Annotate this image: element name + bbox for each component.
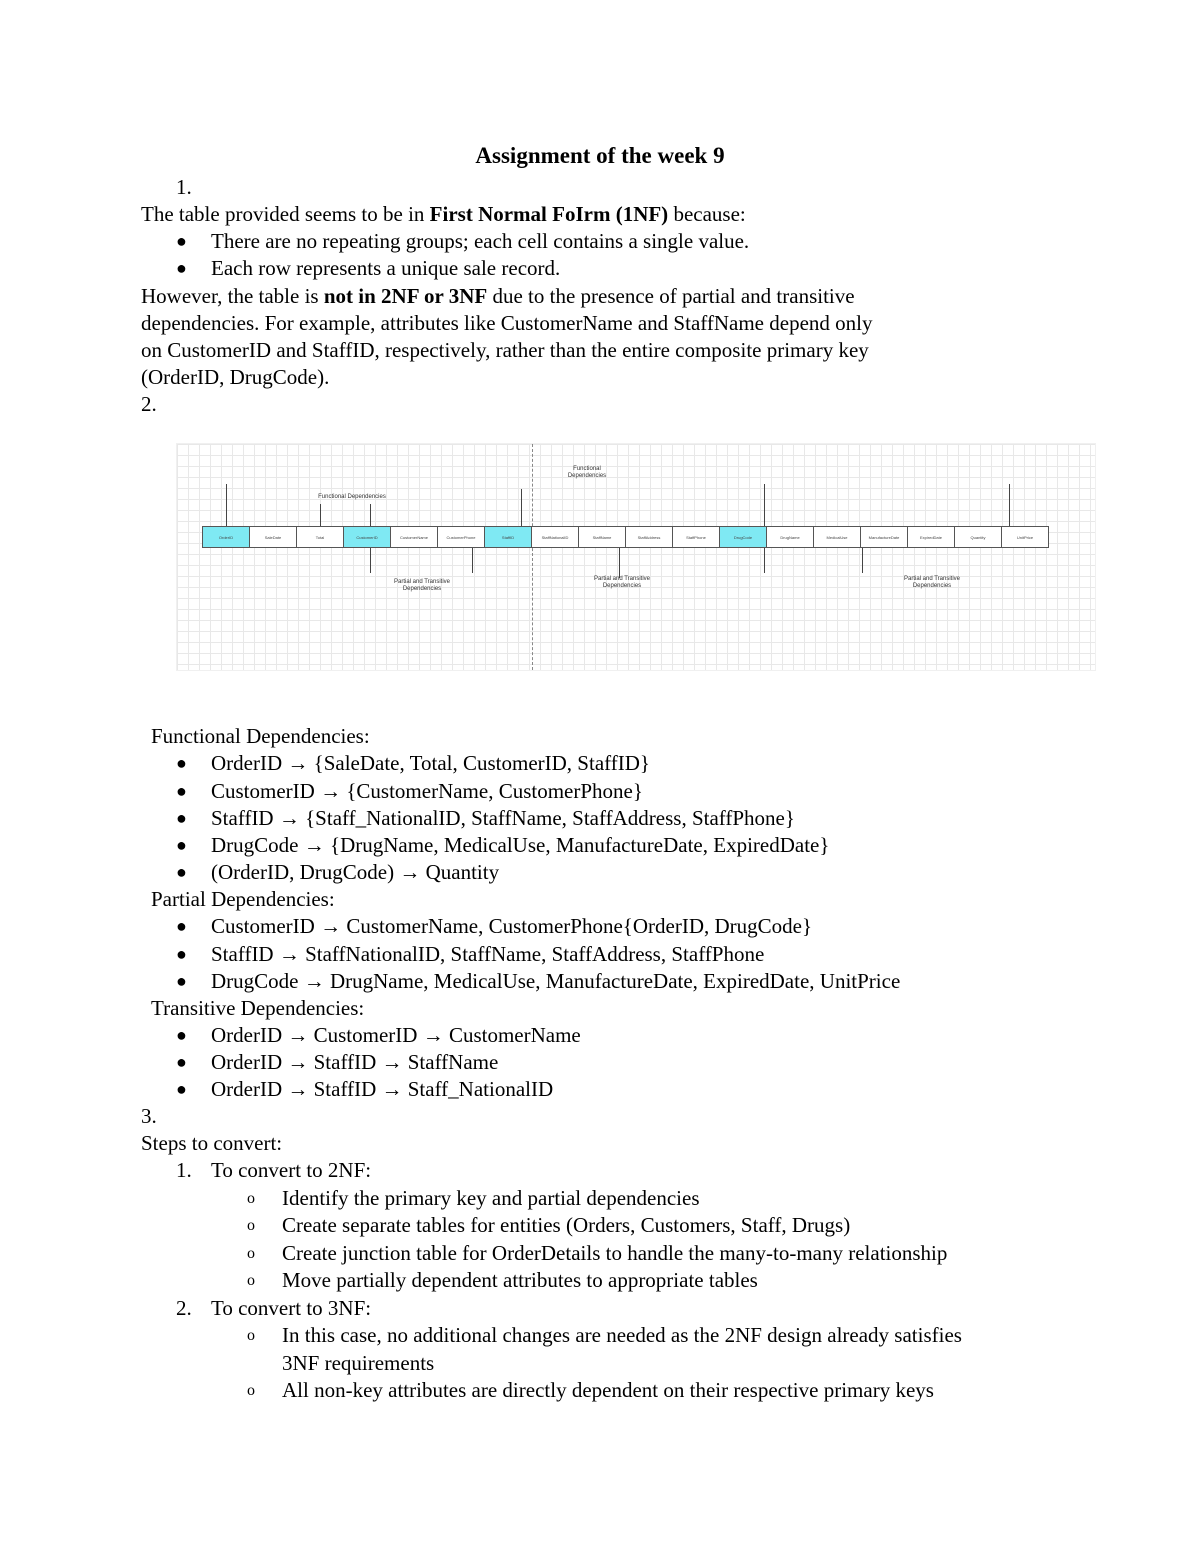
step1-number: 1. bbox=[176, 1158, 192, 1182]
partial-item-3: DrugCode → DrugName, MedicalUse, ManufactureDate, ExpiredDate, UnitPrice bbox=[211, 969, 901, 993]
q1-para-line-1: dependencies. For example, attributes like CustomerName and StaffName depend only bbox=[141, 311, 873, 335]
circle-bullet-icon: o bbox=[247, 1272, 255, 1289]
bullet-icon: ● bbox=[176, 1052, 187, 1072]
q1-para-line-3: (OrderID, DrugCode). bbox=[141, 365, 330, 389]
circle-bullet-icon: o bbox=[247, 1245, 255, 1262]
bullet-icon: ● bbox=[176, 971, 187, 991]
attr-drugname: DrugName bbox=[766, 526, 814, 548]
attr-staffaddress: StaffAddress bbox=[625, 526, 673, 548]
group-label-customer: Partial and Transitive Dependencies bbox=[393, 579, 451, 592]
bullet-icon: ● bbox=[176, 781, 187, 801]
dependency-line bbox=[764, 548, 765, 573]
q1-however bbox=[141, 283, 855, 310]
step2-item-1a: In this case, no additional changes are needed as the 2NF design already satisfies bbox=[282, 1323, 962, 1347]
attr-total: Total bbox=[296, 526, 344, 548]
q1-however-bold: not in 2NF or 3NF bbox=[323, 284, 488, 308]
dependency-line bbox=[472, 548, 473, 573]
circle-bullet-icon: o bbox=[247, 1190, 255, 1207]
transitive-item-3: OrderID → StaffID → Staff_NationalID bbox=[211, 1077, 554, 1101]
diagram-divider bbox=[532, 444, 533, 670]
dependency-diagram bbox=[176, 443, 1096, 671]
transitive-item-2: OrderID → StaffID → StaffName bbox=[211, 1050, 499, 1074]
bullet-icon: ● bbox=[176, 231, 187, 251]
dependency-line bbox=[320, 504, 321, 526]
functional-item-3: StaffID → {Staff_NationalID, StaffName, StaffAddress, StaffPhone} bbox=[211, 806, 795, 830]
step1-title: To convert to 2NF: bbox=[211, 1158, 372, 1182]
q1-intro bbox=[141, 201, 746, 228]
attr-staffname: StaffName bbox=[578, 526, 626, 548]
transitive-item-1: OrderID → CustomerID → CustomerName bbox=[211, 1023, 581, 1047]
q1-para-line-2: on CustomerID and StaffID, respectively, rather than the entire composite primary key bbox=[141, 338, 869, 362]
step2-item-1b: 3NF requirements bbox=[282, 1351, 435, 1375]
step1-item-4: Move partially dependent attributes to appropriate tables bbox=[282, 1268, 758, 1292]
attr-staffphone: StaffPhone bbox=[672, 526, 720, 548]
attr-orderid: OrderID bbox=[202, 526, 250, 548]
dependency-line bbox=[226, 484, 227, 526]
attr-unitprice: UnitPrice bbox=[1001, 526, 1049, 548]
dependency-line bbox=[619, 548, 620, 578]
circle-bullet-icon: o bbox=[247, 1327, 255, 1344]
page-title: Assignment of the week 9 bbox=[475, 143, 725, 168]
bullet-icon: ● bbox=[176, 258, 187, 278]
partial-heading: Partial Dependencies: bbox=[151, 887, 335, 911]
dependency-line bbox=[764, 484, 765, 526]
bullet-icon: ● bbox=[176, 944, 187, 964]
functional-item-4: DrugCode → {DrugName, MedicalUse, ManufactureDate, ExpiredDate} bbox=[211, 833, 830, 857]
group-label-staff: Partial and Transitive Dependencies bbox=[593, 576, 651, 589]
bullet-icon: ● bbox=[176, 1025, 187, 1045]
step2-title: To convert to 3NF: bbox=[211, 1296, 372, 1320]
q1-intro-post: because: bbox=[668, 202, 746, 226]
dependency-line bbox=[521, 489, 522, 526]
attribute-row bbox=[202, 526, 1048, 548]
bullet-icon: ● bbox=[176, 862, 187, 882]
attr-customerphone: CustomerPhone bbox=[437, 526, 485, 548]
dependency-line bbox=[1009, 484, 1010, 526]
attr-quantity: Quantity bbox=[954, 526, 1002, 548]
step1-item-3: Create junction table for OrderDetails to handle the many-to-many relationship bbox=[282, 1241, 948, 1265]
q1-intro-bold: First Normal FoIrm (1NF) bbox=[429, 202, 669, 226]
circle-bullet-icon: o bbox=[247, 1217, 255, 1234]
diagram-top-label: Functional Dependencies bbox=[567, 466, 607, 479]
dependency-line bbox=[370, 504, 371, 526]
attr-customerid: CustomerID bbox=[343, 526, 391, 548]
circle-bullet-icon: o bbox=[247, 1382, 255, 1399]
functional-item-5: (OrderID, DrugCode) → Quantity bbox=[211, 860, 500, 884]
q2-number: 2. bbox=[141, 392, 157, 416]
attr-saledate: SaleDate bbox=[249, 526, 297, 548]
functional-item-1: OrderID → {SaleDate, Total, CustomerID, StaffID} bbox=[211, 751, 650, 775]
step1-item-2: Create separate tables for entities (Orders, Customers, Staff, Drugs) bbox=[282, 1213, 851, 1237]
group-label-drug: Partial and Transitive Dependencies bbox=[903, 576, 961, 589]
partial-item-2: StaffID → StaffNationalID, StaffName, StaffAddress, StaffPhone bbox=[211, 942, 765, 966]
attr-staffnationalid: StaffNationalID bbox=[531, 526, 579, 548]
bullet-icon: ● bbox=[176, 916, 187, 936]
functional-heading: Functional Dependencies: bbox=[151, 724, 370, 748]
step2-item-2: All non-key attributes are directly dependent on their respective primary keys bbox=[282, 1378, 934, 1402]
dependency-line bbox=[370, 548, 371, 573]
q1-bullet-1: There are no repeating groups; each cell contains a single value. bbox=[211, 229, 750, 253]
q1-however-pre: However, the table is bbox=[141, 284, 324, 308]
attr-customername: CustomerName bbox=[390, 526, 438, 548]
bullet-icon: ● bbox=[176, 1079, 187, 1099]
q3-heading: Steps to convert: bbox=[141, 1131, 283, 1155]
partial-item-1: CustomerID → CustomerName, CustomerPhone{OrderID, DrugCode} bbox=[211, 914, 813, 938]
step2-number: 2. bbox=[176, 1296, 192, 1320]
attr-drugcode: DrugCode bbox=[719, 526, 767, 548]
q1-intro-pre: The table provided seems to be in bbox=[141, 202, 430, 226]
functional-item-2: CustomerID → {CustomerName, CustomerPhone} bbox=[211, 779, 643, 803]
transitive-heading: Transitive Dependencies: bbox=[151, 996, 365, 1020]
q3-number: 3. bbox=[141, 1104, 157, 1128]
attr-medicaluse: MedicalUse bbox=[813, 526, 861, 548]
q1-bullet-2: Each row represents a unique sale record. bbox=[211, 256, 561, 280]
attr-manufacturedate: ManufactureDate bbox=[860, 526, 908, 548]
diagram-left-label: Functional Dependencies bbox=[318, 494, 386, 500]
bullet-icon: ● bbox=[176, 835, 187, 855]
bullet-icon: ● bbox=[176, 753, 187, 773]
attr-staffid: StaffID bbox=[484, 526, 532, 548]
bullet-icon: ● bbox=[176, 808, 187, 828]
q1-number: 1. bbox=[176, 175, 192, 199]
attr-expireddate: ExpiredDate bbox=[907, 526, 955, 548]
step1-item-1: Identify the primary key and partial dependencies bbox=[282, 1186, 700, 1210]
dependency-line bbox=[862, 548, 863, 573]
q1-however-post: due to the presence of partial and transitive bbox=[487, 284, 855, 308]
